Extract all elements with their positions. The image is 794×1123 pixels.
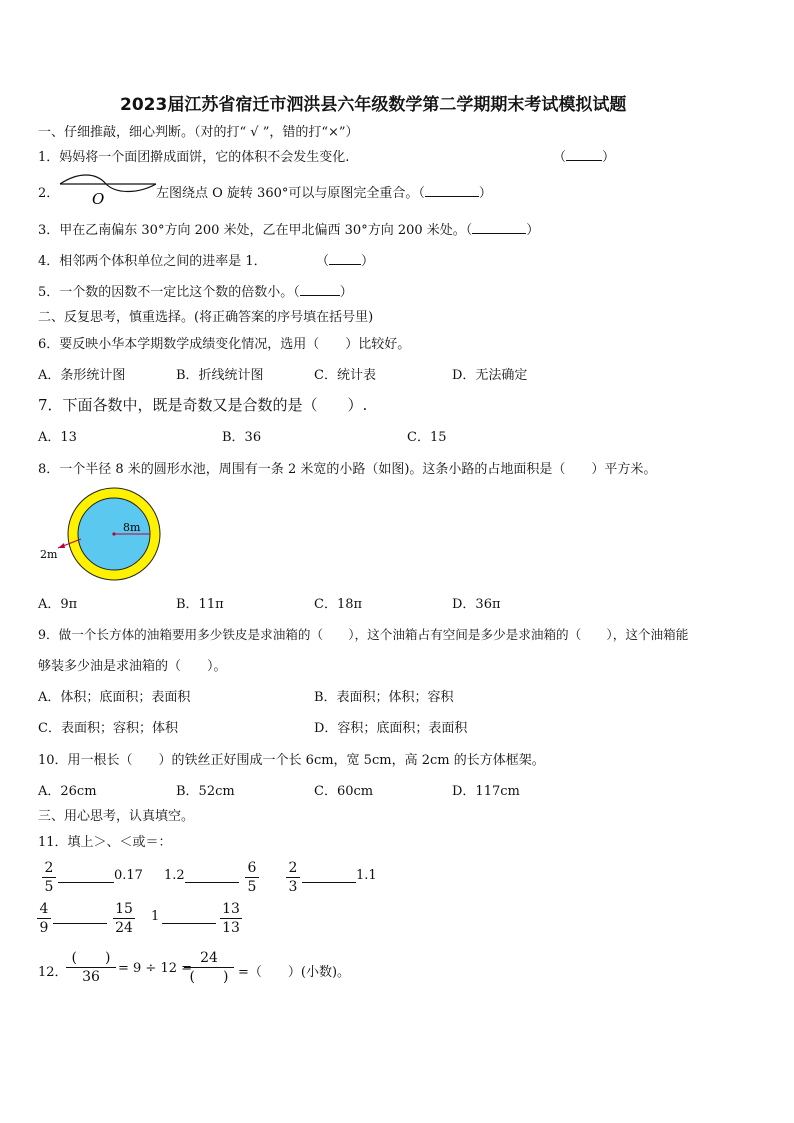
q2-arc-left xyxy=(60,175,106,184)
question-9-line1: 9．做一个长方体的油箱要用多少铁皮是求油箱的（ ），这个油箱占有空间是多少是求油箱的（ ），这个油箱能 xyxy=(38,627,689,642)
q4-number: 4． xyxy=(38,254,60,269)
q3-text: 甲在乙南偏东 30°方向 200 米处，乙在甲北偏西 30°方向 200 米处。（ xyxy=(59,223,473,238)
q8-radius-label: 8m xyxy=(123,521,141,534)
q6-option-a[interactable]: A．条形统计图 xyxy=(38,368,126,383)
q12-tail: =（ ）(小数)。 xyxy=(238,965,351,980)
q11-blank-5[interactable] xyxy=(162,923,216,924)
question-8: 8．一个半径 8 米的圆形水池，周围有一条 2 米宽的小路（如图)。这条小路的占地面积是（ ）平方米。 xyxy=(38,462,657,477)
q11-blank-1[interactable] xyxy=(58,882,114,883)
q9-option-d[interactable]: D．容积；底面积；表面积 xyxy=(314,721,468,736)
question-7: 7．下面各数中，既是奇数又是合数的是（ ）. xyxy=(38,396,368,414)
q8-option-d[interactable]: D．36π xyxy=(452,597,501,612)
q11-value-1-2: 1.2 xyxy=(164,868,185,883)
q10-option-d[interactable]: D．117cm xyxy=(452,784,520,799)
q8-option-b[interactable]: B．11π xyxy=(176,597,224,612)
q9-option-b[interactable]: B．表面积；体积；容积 xyxy=(314,690,454,705)
q9-option-c[interactable]: C．表面积；容积；体积 xyxy=(38,721,178,736)
q12-fraction-24-blank[interactable]: 24 ( ) xyxy=(184,950,234,985)
q10-option-b[interactable]: B．52cm xyxy=(176,784,235,799)
question-11: 11．填上＞、＜或＝： xyxy=(38,835,172,850)
q2-point-o: O xyxy=(92,190,105,206)
q3-number: 3． xyxy=(38,223,60,238)
q6-option-c[interactable]: C．统计表 xyxy=(314,368,376,383)
q11-blank-4[interactable] xyxy=(53,923,107,924)
question-4 xyxy=(38,250,267,269)
q5-number: 5． xyxy=(38,285,60,300)
section1-heading: 一、仔细推敲，细心判断。（对的打“ √ ”，错的打“×”） xyxy=(38,125,359,140)
q11-blank-3[interactable] xyxy=(302,882,356,883)
q8-arrowhead xyxy=(58,543,65,548)
q11-fraction-4-9: 4 9 xyxy=(37,901,51,936)
q11-fraction-15-24: 15 24 xyxy=(113,901,135,936)
q7-option-a[interactable]: A．13 xyxy=(38,430,77,445)
question-6: 6．要反映小华本学期数学成绩变化情况，选用（ ）比较好。 xyxy=(38,337,411,352)
section2-heading: 二、反复思考，慎重选择。(将正确答案的序号填在括号里) xyxy=(38,310,374,325)
q9-option-a[interactable]: A．体积；底面积；表面积 xyxy=(38,690,191,705)
q4-answer-blank[interactable]: （ ） xyxy=(316,254,375,269)
q11-fraction-6-5: 6 5 xyxy=(245,860,259,895)
question-9-line2: 够装多少油是求油箱的（ ）。 xyxy=(38,659,227,674)
q2-number: 2． xyxy=(38,186,60,201)
q5-blank-line[interactable] xyxy=(300,295,340,296)
section3-heading: 三、用心思考，认真填空。 xyxy=(38,809,195,824)
q2-arc-right xyxy=(106,184,156,192)
q4-blank-line xyxy=(329,264,361,265)
q1-number: 1． xyxy=(38,150,60,165)
q8-center-dot xyxy=(112,532,115,535)
question-5: 5．一个数的因数不一定比这个数的倍数小。（ ） xyxy=(38,285,353,300)
q3-blank-line[interactable] xyxy=(472,233,526,234)
question-3: 3．甲在乙南偏东 30°方向 200 米处，乙在甲北偏西 30°方向 200 米处。（ ） xyxy=(38,223,540,238)
q11-fraction-13-13: 13 13 xyxy=(220,901,242,936)
q10-option-c[interactable]: C．60cm xyxy=(314,784,374,799)
q2-text: 左图绕点 O 旋转 360°可以与原图完全重合。（ xyxy=(156,186,425,201)
q10-option-a[interactable]: A．26cm xyxy=(38,784,97,799)
q7-option-b[interactable]: B．36 xyxy=(222,430,262,445)
q11-value-0-17: 0.17 xyxy=(114,868,143,883)
page-title: 2023届江苏省宿迁市泗洪县六年级数学第二学期期末考试模拟试题 xyxy=(120,95,627,115)
q6-option-d[interactable]: D．无法确定 xyxy=(452,368,528,383)
q4-text: 相邻两个体积单位之间的进率是 1． xyxy=(59,254,267,269)
q6-option-b[interactable]: B．折线统计图 xyxy=(176,368,264,383)
question-1 xyxy=(38,146,349,165)
q11-fraction-2-5: 2 5 xyxy=(42,860,56,895)
q5-text: 一个数的因数不一定比这个数的倍数小。（ xyxy=(59,285,300,300)
q1-blank-line xyxy=(566,160,602,161)
q7-option-c[interactable]: C．15 xyxy=(407,430,447,445)
q8-option-a[interactable]: A．9π xyxy=(38,597,78,612)
q11-value-1: 1 xyxy=(151,909,160,924)
q11-blank-2[interactable] xyxy=(185,882,239,883)
q12-equation-mid: = 9 ÷ 12 = xyxy=(118,961,193,976)
q1-answer-blank[interactable]: （ ） xyxy=(553,150,616,165)
q12-fraction-blank-36[interactable]: ( ) 36 xyxy=(66,950,116,985)
q12-number: 12． xyxy=(38,965,68,980)
q2-rotation-figure xyxy=(58,170,158,206)
q8-pool-figure xyxy=(36,486,166,582)
q8-width-label: 2m xyxy=(40,548,58,561)
q1-text: 妈妈将一个面团擀成面饼，它的体积不会发生变化. xyxy=(59,150,350,165)
q2-blank-line[interactable] xyxy=(425,196,479,197)
q8-option-c[interactable]: C．18π xyxy=(314,597,363,612)
question-2: 左图绕点 O 旋转 360°可以与原图完全重合。（ ） xyxy=(156,186,492,201)
q11-fraction-2-3: 2 3 xyxy=(286,860,300,895)
q11-value-1-1: 1.1 xyxy=(356,868,377,883)
question-10: 10．用一根长（ ）的铁丝正好围成一个长 6cm，宽 5cm，高 2cm 的长方体框架。 xyxy=(38,753,545,768)
